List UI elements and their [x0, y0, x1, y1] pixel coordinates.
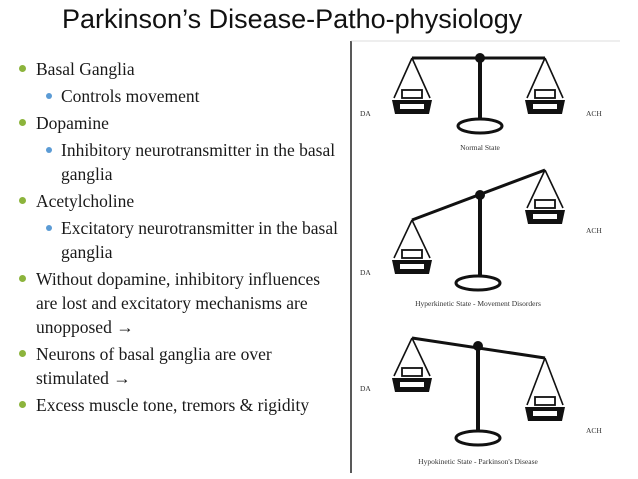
bullet-item — [18, 393, 338, 417]
da-label: DA — [360, 268, 371, 277]
scale-hyperkinetic — [392, 170, 565, 290]
bullet-text: Excess muscle tone, tremors & rigidity — [36, 395, 310, 415]
bullet-dot-icon — [19, 401, 26, 408]
state-caption-hypokinetic: Hypokinetic State - Parkinson's Disease — [418, 457, 538, 466]
sub-bullet-item — [18, 138, 338, 186]
sub-bullet-item — [18, 216, 338, 264]
bullet-list — [18, 57, 338, 420]
bullet-dot-icon — [19, 119, 26, 126]
bullet-dot-icon — [19, 275, 26, 282]
sub-bullet-item — [18, 84, 338, 108]
state-caption-normal: Normal State — [460, 143, 500, 152]
bullet-item — [18, 57, 338, 81]
bullet-item — [18, 267, 338, 339]
bullet-text: Basal Ganglia — [36, 59, 135, 79]
scale-normal — [392, 53, 565, 133]
ach-label: ACH — [586, 109, 602, 118]
ach-label: ACH — [586, 226, 602, 235]
bullet-text: Excitatory neurotransmitter in the basal ganglia — [61, 218, 338, 262]
balance-scales-figure — [350, 40, 622, 474]
balance-scales-svg — [350, 40, 622, 474]
bullet-text: Controls movement — [61, 86, 200, 106]
bullet-dot-icon — [19, 65, 26, 72]
scale-hypokinetic — [392, 338, 565, 445]
ach-label: ACH — [586, 426, 602, 435]
bullet-text: Without dopamine, inhibitory influences are lost and excitatory mechanisms are unopposed → — [36, 269, 321, 337]
bullet-item — [18, 342, 338, 390]
da-label: DA — [360, 384, 371, 393]
bullet-text: Neurons of basal ganglia are over stimulated → — [36, 344, 272, 388]
state-caption-hyperkinetic: Hyperkinetic State - Movement Disorders — [415, 299, 541, 308]
sub-bullet-dot-icon — [46, 93, 52, 99]
bullet-text: Acetylcholine — [36, 191, 135, 211]
bullet-item — [18, 111, 338, 135]
da-label: DA — [360, 109, 371, 118]
bullet-text: Inhibitory neurotransmitter in the basal ganglia — [61, 140, 336, 184]
bullet-text: Dopamine — [36, 113, 109, 133]
bullet-dot-icon — [19, 197, 26, 204]
bullet-item — [18, 189, 338, 213]
bullet-dot-icon — [19, 350, 26, 357]
sub-bullet-dot-icon — [46, 225, 52, 231]
page-title: Parkinson’s Disease-Patho-physiology — [62, 4, 523, 34]
sub-bullet-dot-icon — [46, 147, 52, 153]
